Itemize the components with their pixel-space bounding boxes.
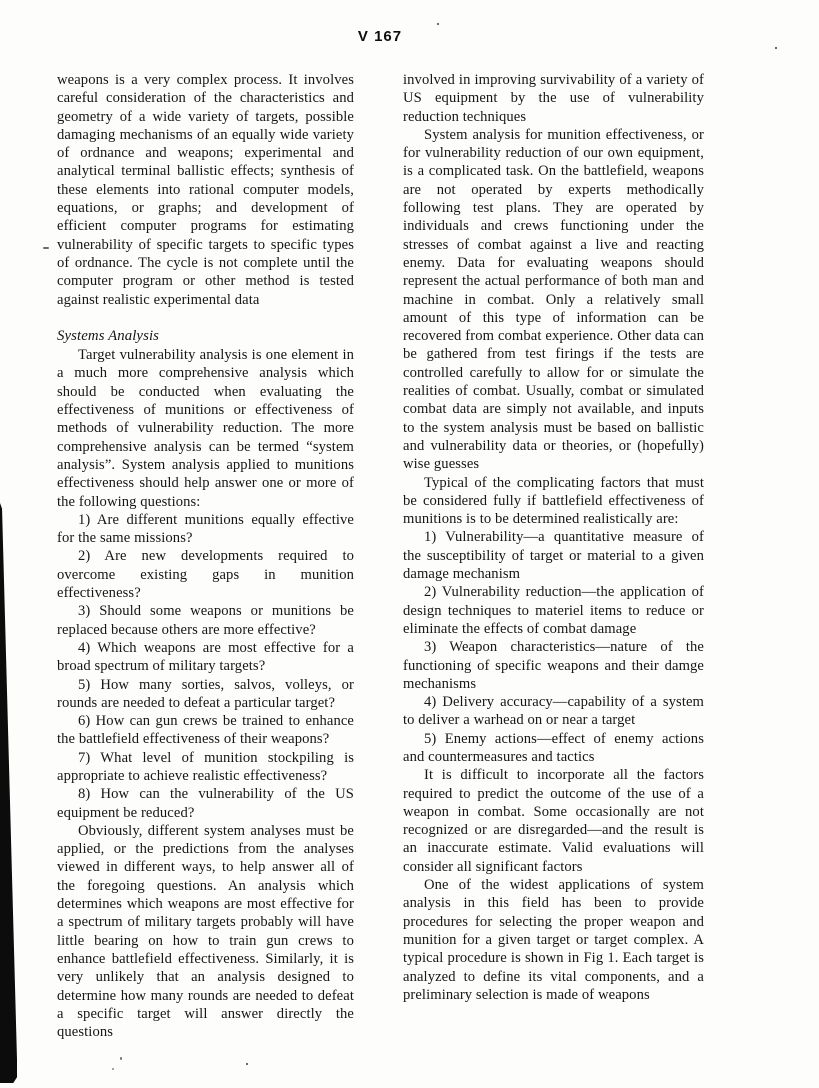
list-item-question-6: 6) How can gun crews be trained to enhance the battlefield effectiveness of their weapons? [57, 713, 354, 748]
paragraph-continuation: involved in improving survivability of a variety of US equipment by the use of vulnerability reduction techniques [403, 72, 704, 125]
scan-speck [43, 247, 49, 249]
paragraph-factors-intro: Typical of the complicating factors that must be considered fully if battlefield effectiveness of munitions is to be determined realistically are: [403, 474, 704, 528]
scan-speck [112, 1068, 114, 1070]
paragraph-battlefield: System analysis for munition effectiveness, or for vulnerability reduction of our own equipment, is a complicated task. On the battlefield, weapons are not operated by experts methodically following test plans. They are operated by individuals and crews functioning under the stresses of combat against a live and reacting enemy. Data for evaluating weapons should represent the actual performance of both man and machine in combat. Only a relatively small amount of this type of information can be recovered from combat experience. Other data can be gathered from test firings if the tests are controlled carefully to allow for or simulate the realities of combat. Usually, combat or simulated combat data are simply not available, and inputs to the system analysis must be based on ballistic and vulnerability data or theories, or (hopefully) wise guesses [403, 126, 704, 473]
paragraph-closing: Obviously, different system analyses must be applied, or the predictions from the analyses viewed in different ways, to help answer all of the foregoing questions. An analysis which determines which weapons are most effective for a spectrum of military targets probably will have little bearing on how to train gun crews to enhance battlefield effectiveness. Similarly, it is very unlikely that an analysis designed to determine how many rounds are needed to defeat a specific target will answer directly the questions [57, 822, 354, 1041]
list-item-factor-1: 1) Vulnerability—a quantitative measure of the susceptibility of target or material to a given damage mechanism [403, 529, 704, 583]
paragraph-incorporate: It is difficult to incorporate all the factors required to predict the outcome of the use of a weapon in combat. Some occasionally are not recognized or are disregarded—and the result is an inaccurate estimate. Valid evaluations will consider all significant factors [403, 767, 704, 875]
paragraph-continuation: weapons is a very complex process. It involves careful consideration of the characteristics and geometry of a wide variety of targets, possible damaging mechanisms of an equally wide variety of ordnance and weapons; experimental and analytical terminal ballistic effects; synthesis of these elements into rational computer models, equations, or graphs; and development of efficient computer programs for estimating vulnerability of specific targets to specific types of ordnance. The cycle is not complete until the computer program or other method is tested against realistic experimental data [57, 72, 354, 308]
list-item-question-4: 4) Which weapons are most effective for a broad spectrum of military targets? [57, 639, 354, 675]
list-item-factor-5: 5) Enemy actions—effect of enemy actions and countermeasures and tactics [403, 730, 704, 765]
page-number: V 167 [357, 28, 403, 45]
list-item-question-2: 2) Are new developments required to overcome existing gaps in munition effectiveness? [57, 548, 354, 602]
list-item-question-3: 3) Should some weapons or munitions be replaced because others are more effective? [57, 603, 354, 638]
paragraph-applications: One of the widest applications of system analysis in this field has been to provide procedures for selecting the proper weapon and munition for a given target or target complex. A typical procedure is shown in Fig 1. Each target is analyzed to define its vital components, and a preliminary selection is made of weapons [403, 877, 704, 1003]
list-item-question-7: 7) What level of munition stockpiling is appropriate to achieve realistic effectiveness? [57, 749, 354, 784]
paragraph-intro: Target vulnerability analysis is one element in a much more comprehensive analysis which should be conducted when evaluating the effectiveness of munitions or effectiveness of methods of vulnerability reduction. The more comprehensive analysis can be termed “system analysis”. System analysis applied to munitions effectiveness should help answer one or more of the following questions: [57, 347, 354, 510]
scan-artifact-wedge [0, 503, 17, 1083]
scan-speck [120, 1057, 122, 1060]
scan-speck [246, 1063, 248, 1065]
section-heading-systems-analysis: Systems Analysis [57, 327, 160, 344]
scan-speck [437, 23, 439, 25]
right-column [403, 71, 704, 1004]
scan-speck [775, 47, 777, 49]
list-item-factor-4: 4) Delivery accuracy—capability of a system to deliver a warhead on or near a target [403, 694, 704, 729]
list-item-factor-2: 2) Vulnerability reduction—the application of design techniques to materiel items to reduce or eliminate the effects of combat damage [403, 584, 704, 637]
list-item-question-5: 5) How many sorties, salvos, volleys, or rounds are needed to defeat a particular target? [57, 676, 354, 711]
list-item-question-8: 8) How can the vulnerability of the US equipment be reduced? [57, 786, 354, 821]
left-column [57, 71, 354, 1041]
list-item-factor-3: 3) Weapon characteristics—nature of the functioning of specific weapons and their damge mechanisms [403, 639, 704, 692]
list-item-question-1: 1) Are different munitions equally effective for the same missions? [57, 511, 354, 547]
